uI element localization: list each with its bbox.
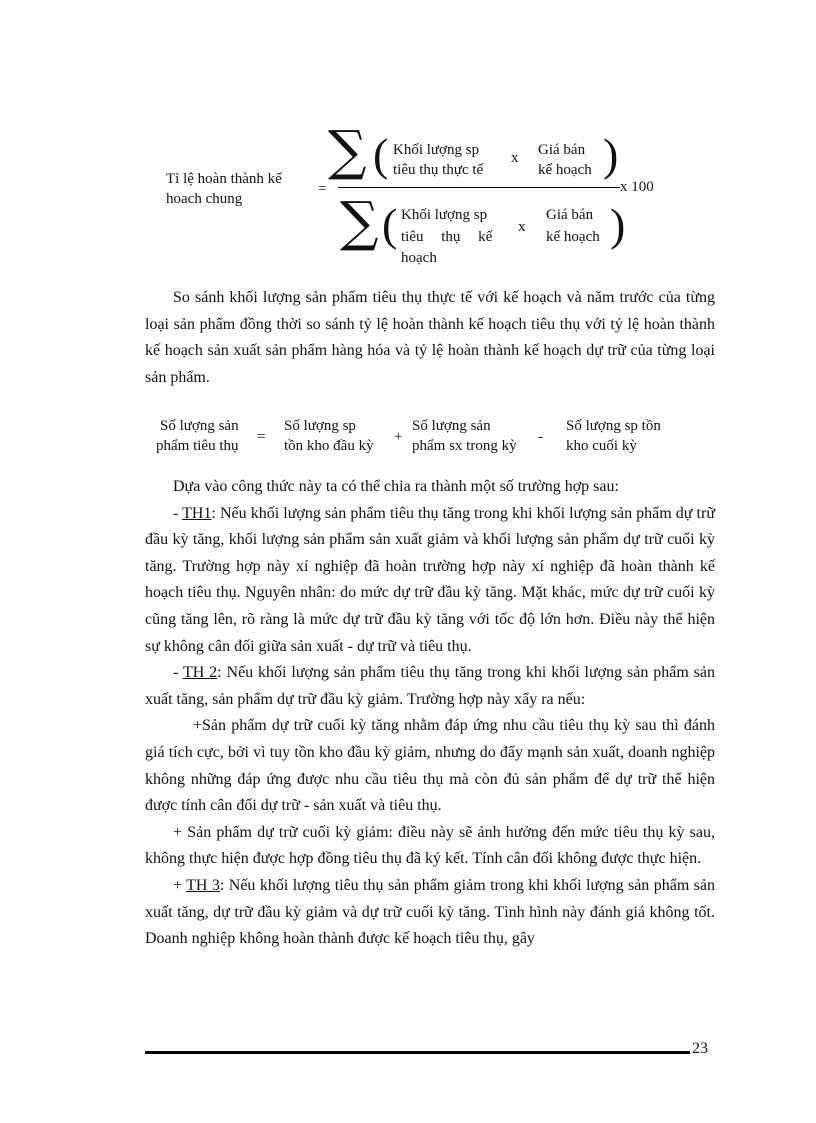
term2-line1: Số lượng sp — [284, 418, 356, 434]
numerator-quantity-line1: Khối lượng sp — [393, 142, 480, 158]
intro-sentence: Dựa vào công thức này ta có thể chia ra thành một số trường hợp sau: — [173, 478, 619, 495]
case-1: - TH1: Nếu khối lượng sản phẩm tiêu thụ tăng trong khi khối lượng sản phẩm dự trữ đầu kỳ tăng, khối lượng sản phẩm sản xuất giảm và khối lượng sản phẩm dự trữ cuối kỳ tăng. Trường hợp này xí nghiệp đã hoàn trường hợp này xí nghiệp đã hoàn thành kế hoạch tiêu thụ. Nguyên nhân: do mức dự trữ đầu kỳ tăng. Mặt khác, mức dự trữ cuối kỳ cũng tăng lên, rõ ràng là mức dự trữ đầu kỳ tăng với tốc độ lớn hơn. Điều này thể hiện sự không cân đối giữa sản xuất - dự trữ và tiêu thụ. — [145, 504, 715, 655]
term3-line2: phẩm sx trong kỳ — [412, 438, 517, 454]
case-2: - TH 2: Nếu khối lượng sản phẩm tiêu thụ tăng trong khi khối lượng sản phẩm sản xuất tăng, sản phẩm dự trữ đầu kỳ giảm. Trường hợp này xẩy ra nếu: — [145, 664, 716, 708]
denominator-quantity-line2: tiêu thụ kế — [401, 229, 493, 245]
case-3-label: TH 3 — [186, 876, 220, 894]
denominator-price-line1: Giá bán — [546, 207, 594, 223]
numerator-quantity-line2: tiêu thụ thực tế — [393, 162, 484, 178]
case-2-subcase-2: + Sản phẩm dự trữ cuối kỳ giảm: điều này sẽ ảnh hưởng đến mức tiêu thụ kỳ sau, không thực hiện được hợp đồng tiêu thụ đã ký kết. Tính cân đối không được thực hiện. — [145, 823, 715, 868]
case-1-label: TH1 — [182, 504, 212, 522]
right-paren-icon: ) — [603, 129, 619, 180]
denominator-quantity-line1: Khối lượng sp — [401, 207, 488, 223]
formula2-plus: + — [394, 429, 403, 445]
formula1-multiplier: x 100 — [620, 179, 654, 195]
denominator-times: x — [518, 219, 526, 235]
paragraph-comparison — [145, 285, 715, 391]
left-paren-icon: ( — [373, 129, 389, 180]
case-2-subcase-1: +Sản phẩm dự trữ cuối kỳ tăng nhằm đáp ứng nhu cầu tiêu thụ kỳ sau thì đánh giá tích cực, bởi vì tuy tồn kho đầu kỳ giảm, nhưng do đẩy mạnh sản xuất, doanh nghiệp không những đáp ứng được nhu cầu tiêu thụ mà còn đủ sản phẩm để dự trữ thể hiện được tính cân đối dự trữ - sản xuất và tiêu thụ. — [145, 717, 715, 815]
term4-line1: Số lượng sp tồn — [566, 418, 661, 434]
case-analysis — [145, 474, 715, 953]
formula1-equals: = — [318, 181, 327, 197]
numerator-price-line1: Giá bán — [538, 142, 586, 158]
numerator-price-line2: kế hoạch — [538, 162, 592, 178]
formula1-lhs-line2: hoach chung — [166, 191, 243, 207]
term2-line2: tồn kho đầu kỳ — [284, 438, 374, 454]
formula2-equals: = — [257, 429, 266, 445]
footer-rule — [145, 1051, 690, 1054]
term3-line1: Số lượng sản — [412, 418, 491, 434]
case-2-label: TH 2 — [182, 664, 218, 682]
fraction-bar — [338, 187, 620, 188]
sigma-icon: ∑ — [340, 190, 379, 253]
term4-line2: kho cuối kỳ — [566, 438, 637, 454]
numerator-times: x — [511, 150, 519, 166]
sigma-icon: ∑ — [328, 119, 367, 182]
case-3: + TH 3: Nếu khối lượng tiêu thụ sản phẩm giảm trong khi khối lượng sản phẩm sản xuất tăng, dự trữ đầu kỳ giảm và dự trữ cuối kỳ tăng. Tình hình này đánh giá không tốt. Doanh nghiệp không hoàn thành được kế hoạch tiêu thụ, gây — [145, 876, 716, 948]
paragraph-text: So sánh khối lượng sản phẩm tiêu thụ thực tế với kế hoạch và năm trước của từng loại sản phẩm đồng thời so sánh tỷ lệ hoàn thành kế hoạch tiêu thụ với tỷ lệ hoàn thành kế hoạch sản xuất sản phẩm hàng hóa và tỷ lệ hoàn thành kế hoạch dự trữ của từng loại sản phẩm. — [145, 289, 715, 386]
page-number: 23 — [692, 1040, 708, 1057]
right-paren-icon: ) — [610, 199, 626, 250]
denominator-quantity-line3: hoạch — [401, 250, 437, 266]
denominator-price-line2: kế hoạch — [546, 229, 600, 245]
term1-line1: Số lượng sản — [160, 418, 239, 434]
formula1-lhs-line1: Tỉ lệ hoàn thành kế — [166, 171, 282, 187]
formula2-minus: - — [538, 429, 543, 445]
term1-line2: phẩm tiêu thụ — [156, 438, 239, 454]
left-paren-icon: ( — [382, 199, 398, 250]
